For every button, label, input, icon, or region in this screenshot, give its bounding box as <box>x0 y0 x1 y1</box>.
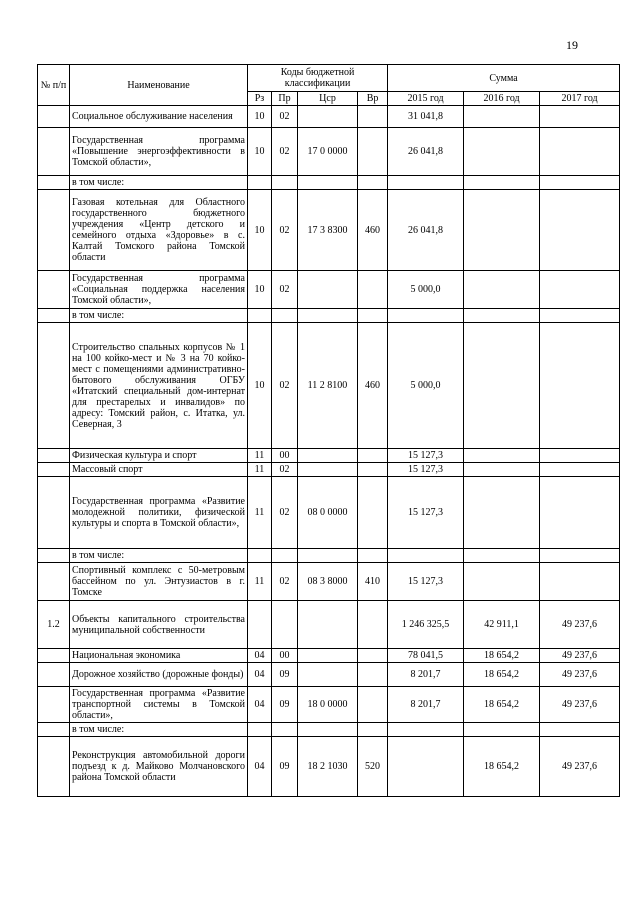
table-row <box>38 477 620 549</box>
cell-num <box>38 737 70 797</box>
cell-2016: 18 654,2 <box>464 663 540 687</box>
header-codes-group: Коды бюджетной классификации <box>248 65 388 92</box>
table-row <box>38 601 620 649</box>
cell-2017: 49 237,6 <box>540 663 620 687</box>
cell-2015: 15 127,3 <box>388 563 464 601</box>
cell-2015: 78 041,5 <box>388 649 464 663</box>
cell-name: Социальное обслуживание населения <box>70 106 248 128</box>
cell-2017 <box>540 549 620 563</box>
cell-vr: 460 <box>358 323 388 449</box>
cell-2015 <box>388 723 464 737</box>
cell-vr <box>358 128 388 176</box>
table-row <box>38 687 620 723</box>
cell-2017 <box>540 190 620 271</box>
cell-2015: 31 041,8 <box>388 106 464 128</box>
table-row <box>38 463 620 477</box>
cell-vr: 410 <box>358 563 388 601</box>
cell-rz <box>248 601 272 649</box>
cell-name: Государственная программа «Развитие молодежной политики, физической культуры и спорта в Томской области», <box>70 477 248 549</box>
cell-pr: 02 <box>272 563 298 601</box>
header-pr: Пр <box>272 92 298 106</box>
cell-num <box>38 549 70 563</box>
cell-2015: 5 000,0 <box>388 323 464 449</box>
cell-csr: 18 2 1030 <box>298 737 358 797</box>
cell-name: в том числе: <box>70 176 248 190</box>
cell-num <box>38 309 70 323</box>
table-row <box>38 323 620 449</box>
cell-2016 <box>464 271 540 309</box>
cell-2017 <box>540 128 620 176</box>
table-row <box>38 563 620 601</box>
cell-2016 <box>464 106 540 128</box>
cell-name: в том числе: <box>70 723 248 737</box>
cell-num <box>38 106 70 128</box>
cell-csr: 18 0 0000 <box>298 687 358 723</box>
cell-2017 <box>540 106 620 128</box>
cell-pr <box>272 309 298 323</box>
cell-rz: 10 <box>248 106 272 128</box>
cell-pr: 02 <box>272 128 298 176</box>
cell-2015 <box>388 737 464 797</box>
cell-2017 <box>540 449 620 463</box>
cell-pr: 09 <box>272 663 298 687</box>
header-rz: Рз <box>248 92 272 106</box>
cell-rz: 04 <box>248 663 272 687</box>
cell-vr <box>358 723 388 737</box>
cell-vr <box>358 463 388 477</box>
cell-2017 <box>540 309 620 323</box>
cell-vr <box>358 549 388 563</box>
cell-2017 <box>540 463 620 477</box>
cell-2015: 26 041,8 <box>388 190 464 271</box>
cell-name: в том числе: <box>70 549 248 563</box>
cell-2016 <box>464 549 540 563</box>
cell-2017 <box>540 176 620 190</box>
cell-rz: 11 <box>248 477 272 549</box>
cell-name: в том числе: <box>70 309 248 323</box>
cell-num <box>38 563 70 601</box>
cell-csr <box>298 601 358 649</box>
cell-2016 <box>464 323 540 449</box>
table-row <box>38 449 620 463</box>
cell-2017 <box>540 323 620 449</box>
cell-csr: 08 3 8000 <box>298 563 358 601</box>
cell-2016: 42 911,1 <box>464 601 540 649</box>
cell-2015 <box>388 309 464 323</box>
cell-name: Объекты капитального строительства муниципальной собственности <box>70 601 248 649</box>
cell-pr: 02 <box>272 477 298 549</box>
cell-pr <box>272 723 298 737</box>
cell-vr <box>358 663 388 687</box>
cell-vr <box>358 176 388 190</box>
cell-2015 <box>388 176 464 190</box>
cell-vr: 520 <box>358 737 388 797</box>
cell-num <box>38 687 70 723</box>
cell-rz <box>248 176 272 190</box>
cell-vr <box>358 687 388 723</box>
cell-2017: 49 237,6 <box>540 687 620 723</box>
cell-pr <box>272 601 298 649</box>
cell-2016 <box>464 176 540 190</box>
cell-rz: 11 <box>248 463 272 477</box>
cell-vr: 460 <box>358 190 388 271</box>
table-row <box>38 128 620 176</box>
cell-2015: 15 127,3 <box>388 449 464 463</box>
cell-csr <box>298 309 358 323</box>
cell-rz <box>248 549 272 563</box>
table-row <box>38 663 620 687</box>
cell-2017 <box>540 271 620 309</box>
cell-2016: 18 654,2 <box>464 649 540 663</box>
cell-2016: 18 654,2 <box>464 687 540 723</box>
table-row <box>38 190 620 271</box>
cell-rz: 04 <box>248 649 272 663</box>
cell-rz: 10 <box>248 190 272 271</box>
cell-csr: 17 0 0000 <box>298 128 358 176</box>
cell-rz <box>248 723 272 737</box>
table-row <box>38 176 620 190</box>
cell-name: Государственная программа «Развитие транспортной системы в Томской области», <box>70 687 248 723</box>
cell-name: Строительство спальных корпусов № 1 на 100 койко-мест и № 3 на 70 койко-мест с помещениями административно-бытового обслуживания ОГБУ «Итатский специальный дом-интернат для престарелых и инвалидов» по адресу: Томский район, с. Итатка, ул. Северная, 3 <box>70 323 248 449</box>
cell-num <box>38 271 70 309</box>
cell-2015: 15 127,3 <box>388 463 464 477</box>
cell-2015 <box>388 549 464 563</box>
cell-num <box>38 323 70 449</box>
cell-vr <box>358 106 388 128</box>
cell-name: Национальная экономика <box>70 649 248 663</box>
cell-num <box>38 176 70 190</box>
cell-rz: 10 <box>248 271 272 309</box>
cell-pr: 09 <box>272 687 298 723</box>
cell-2015: 8 201,7 <box>388 663 464 687</box>
cell-2016 <box>464 563 540 601</box>
cell-vr <box>358 477 388 549</box>
table-row <box>38 649 620 663</box>
cell-2016 <box>464 309 540 323</box>
cell-rz: 04 <box>248 687 272 723</box>
cell-rz: 11 <box>248 563 272 601</box>
cell-csr <box>298 449 358 463</box>
cell-num <box>38 463 70 477</box>
header-csr: Цср <box>298 92 358 106</box>
table-row <box>38 723 620 737</box>
header-2017: 2017 год <box>540 92 620 106</box>
cell-2017 <box>540 477 620 549</box>
cell-vr <box>358 309 388 323</box>
cell-vr <box>358 271 388 309</box>
cell-num <box>38 649 70 663</box>
cell-pr: 00 <box>272 449 298 463</box>
cell-2016 <box>464 463 540 477</box>
cell-name: Государственная программа «Повышение энергоэффективности в Томской области», <box>70 128 248 176</box>
cell-pr: 00 <box>272 649 298 663</box>
table-body <box>38 106 620 797</box>
cell-2017 <box>540 723 620 737</box>
cell-vr <box>358 449 388 463</box>
cell-rz: 04 <box>248 737 272 797</box>
cell-name: Государственная программа «Социальная поддержка населения Томской области», <box>70 271 248 309</box>
cell-num <box>38 449 70 463</box>
header-num: № п/п <box>38 65 70 106</box>
page-number: 19 <box>566 38 578 52</box>
cell-num <box>38 128 70 176</box>
cell-vr <box>358 601 388 649</box>
cell-pr: 02 <box>272 323 298 449</box>
table-row <box>38 271 620 309</box>
budget-table <box>37 64 620 797</box>
cell-2015: 8 201,7 <box>388 687 464 723</box>
cell-rz <box>248 309 272 323</box>
cell-2016: 18 654,2 <box>464 737 540 797</box>
cell-csr <box>298 463 358 477</box>
cell-2017: 49 237,6 <box>540 737 620 797</box>
cell-pr: 02 <box>272 190 298 271</box>
cell-csr <box>298 106 358 128</box>
cell-csr: 08 0 0000 <box>298 477 358 549</box>
cell-pr: 02 <box>272 463 298 477</box>
cell-num <box>38 663 70 687</box>
cell-pr: 02 <box>272 271 298 309</box>
cell-csr: 17 3 8300 <box>298 190 358 271</box>
cell-2016 <box>464 723 540 737</box>
cell-vr <box>358 649 388 663</box>
cell-csr <box>298 663 358 687</box>
cell-pr: 09 <box>272 737 298 797</box>
table-row <box>38 549 620 563</box>
cell-2016 <box>464 477 540 549</box>
header-name: Наименование <box>70 65 248 106</box>
cell-name: Реконструкция автомобильной дороги подъезд к д. Майково Молчановского района Томской области <box>70 737 248 797</box>
table-row <box>38 309 620 323</box>
table-row <box>38 106 620 128</box>
cell-csr <box>298 176 358 190</box>
cell-2016 <box>464 449 540 463</box>
cell-rz: 11 <box>248 449 272 463</box>
header-2015: 2015 год <box>388 92 464 106</box>
cell-pr: 02 <box>272 106 298 128</box>
cell-csr <box>298 723 358 737</box>
cell-2016 <box>464 190 540 271</box>
cell-name: Физическая культура и спорт <box>70 449 248 463</box>
table-row <box>38 737 620 797</box>
cell-rz: 10 <box>248 323 272 449</box>
cell-2017 <box>540 563 620 601</box>
cell-csr <box>298 549 358 563</box>
cell-pr <box>272 176 298 190</box>
cell-2017: 49 237,6 <box>540 601 620 649</box>
cell-csr <box>298 649 358 663</box>
header-2016: 2016 год <box>464 92 540 106</box>
cell-num: 1.2 <box>38 601 70 649</box>
cell-name: Газовая котельная для Областного государственного бюджетного учреждения «Центр детского и семейного отдыха «Здоровье» в с. Калтай Томского района Томской области <box>70 190 248 271</box>
header-sum-group: Сумма <box>388 65 620 92</box>
cell-name: Массовый спорт <box>70 463 248 477</box>
cell-num <box>38 723 70 737</box>
cell-num <box>38 190 70 271</box>
header-vr: Вр <box>358 92 388 106</box>
cell-2015: 15 127,3 <box>388 477 464 549</box>
cell-2015: 26 041,8 <box>388 128 464 176</box>
cell-name: Дорожное хозяйство (дорожные фонды) <box>70 663 248 687</box>
cell-2015: 1 246 325,5 <box>388 601 464 649</box>
cell-2015: 5 000,0 <box>388 271 464 309</box>
cell-pr <box>272 549 298 563</box>
cell-num <box>38 477 70 549</box>
cell-2017: 49 237,6 <box>540 649 620 663</box>
cell-rz: 10 <box>248 128 272 176</box>
cell-name: Спортивный комплекс с 50-метровым бассейном по ул. Энтузиастов в г. Томске <box>70 563 248 601</box>
cell-csr <box>298 271 358 309</box>
cell-2016 <box>464 128 540 176</box>
cell-csr: 11 2 8100 <box>298 323 358 449</box>
